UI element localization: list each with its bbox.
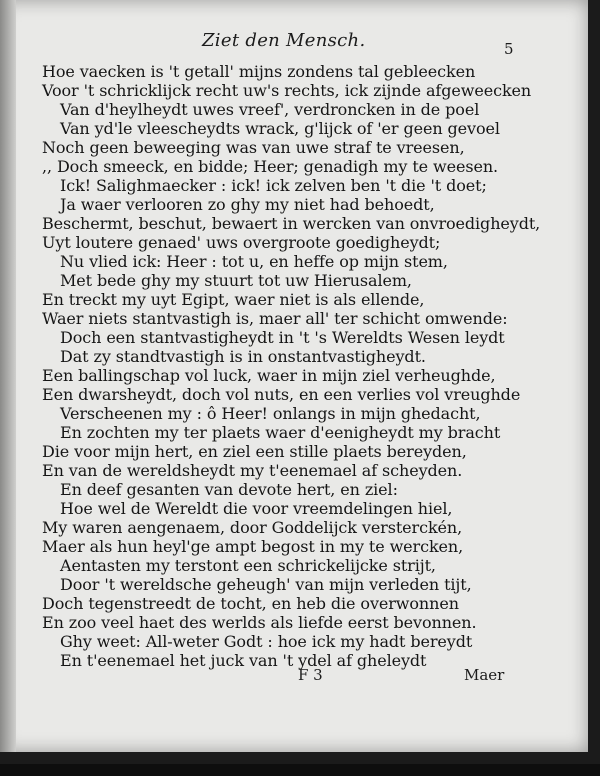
poem-line: Nu vlied ick: Heer : tot u, en heffe op mijn stem,	[60, 252, 448, 271]
poem-line: En t'eenemael het juck van 't ydel af gheleydt	[60, 651, 427, 670]
poem-line: Dat zy standtvastigh is in onstantvastigheydt.	[60, 347, 426, 366]
poem-line: Doch een stantvastigheydt in 't 's Wereldts Wesen leydt	[60, 328, 505, 347]
poem-line: Hoe wel de Wereldt die voor vreemdelingen hiel,	[60, 499, 453, 518]
page-gutter-shadow	[0, 0, 16, 752]
poem-line: Van yd'le vleescheydts wrack, g'lijck of 'er geen gevoel	[60, 119, 500, 138]
poem-line: Ghy weet: All-weter Godt : hoe ick my hadt bereydt	[60, 632, 473, 651]
poem-line: Uyt loutere genaed' uws overgroote goedigheydt;	[42, 233, 441, 252]
poem-line: Doch tegenstreedt de tocht, en heb die overwonnen	[42, 594, 459, 613]
poem-line: Voor 't schricklijck recht uw's rechts, ick zijnde afgeweecken	[42, 81, 532, 100]
poem-line: My waren aengenaem, door Goddelijck versterckén,	[42, 518, 463, 537]
catchword: Maer	[464, 666, 505, 684]
poem-line: Beschermt, beschut, bewaert in wercken van onvroedigheydt,	[42, 214, 541, 233]
poem-line: Aentasten my terstont een schrickelijcke strijt,	[60, 556, 436, 575]
page-edge-bottom	[0, 764, 600, 776]
poem-line: Van d'heylheydt uwes vreef', verdroncken in de poel	[60, 100, 480, 119]
poem-line: Die voor mijn hert, en ziel een stille plaets bereyden,	[42, 442, 467, 461]
poem-line: Maer als hun heyl'ge ampt begost in my te wercken,	[42, 537, 464, 556]
poem-line: Waer niets stantvastigh is, maer all' ter schicht omwende:	[42, 309, 508, 328]
signature-mark: F 3	[298, 666, 323, 684]
poem-line: Verscheenen my : ô Heer! onlangs in mijn ghedacht,	[60, 404, 481, 423]
page-number: 5	[504, 40, 514, 58]
poem-line: En van de wereldsheydt my t'eenemael af scheyden.	[42, 461, 463, 480]
poem-line: Een dwarsheydt, doch vol nuts, en een verlies vol vreughde	[42, 385, 521, 404]
poem-line: Een ballingschap vol luck, waer in mijn ziel verheughde,	[42, 366, 496, 385]
running-head: Ziet den Mensch.	[202, 30, 366, 51]
poem-line: Hoe vaecken is 't getall' mijns zondens tal gebleecken	[42, 62, 476, 81]
poem-line: En deef gesanten van devote hert, en ziel:	[60, 480, 398, 499]
poem-line: En zochten my ter plaets waer d'eenigheydt my bracht	[60, 423, 501, 442]
poem-line: En zoo veel haet des werlds als liefde eerst bevonnen.	[42, 613, 477, 632]
poem-line: ,, Doch smeeck, en bidde; Heer; genadigh my te weesen.	[42, 157, 499, 176]
poem-line: Ick! Salighmaecker : ick! ick zelven ben 't die 't doet;	[60, 176, 487, 195]
poem-line: Noch geen beweeging was van uwe straf te vreesen,	[42, 138, 465, 157]
poem-line: Ja waer verlooren zo ghy my niet had behoedt,	[60, 195, 435, 214]
poem-line: En treckt my uyt Egipt, waer niet is als ellende,	[42, 290, 425, 309]
poem-line: Door 't wereldsche geheugh' van mijn verleden tijt,	[60, 575, 472, 594]
poem-line: Met bede ghy my stuurt tot uw Hierusalem,	[60, 271, 412, 290]
